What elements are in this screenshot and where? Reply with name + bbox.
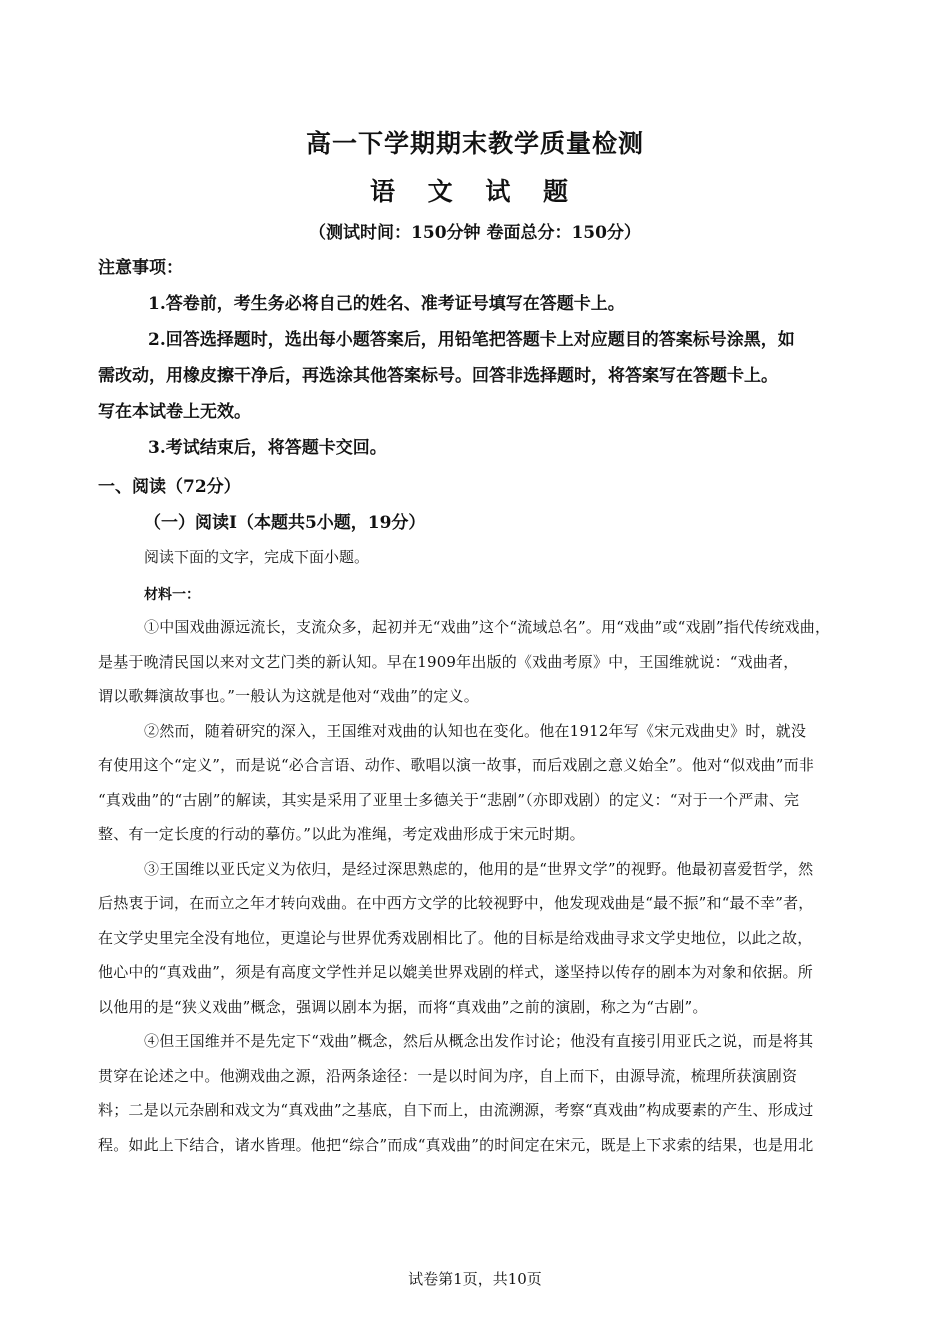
paragraph-line: 在文学史里完全没有地位，更遑论与世界优秀戏剧相比了。他的目标是给戏曲寻求文学史地位，以此之故， (98, 928, 813, 947)
paragraph-line: ②然而，随着研究的深入，王国维对戏曲的认知也在变化。他在1912年写《宋元戏曲史》时，就没 (144, 721, 807, 740)
paragraph-line: 贯穿在论述之中。他溯戏曲之源，沿两条途径：一是以时间为序，自上而下，由源导流，梳理所获演剧资 (98, 1066, 798, 1085)
paragraph (98, 714, 855, 852)
paragraph-line: ①中国戏曲源远流长，支流众多，起初并无“戏曲”这个“流域总名”。用“戏曲”或“戏剧”指代传统戏曲， (144, 618, 831, 636)
paragraph (98, 852, 855, 1025)
exam-info: （测试时间：150分钟 卷面总分：150分） (309, 223, 641, 243)
note-item-2-line-3: 写在本试卷上无效。 (98, 402, 251, 422)
paragraph (98, 1024, 855, 1162)
paragraph (98, 610, 855, 714)
paragraph-line: ④但王国维并不是先定下“戏曲”概念，然后从概念出发作讨论；他没有直接引用亚氏之说，而是将其 (144, 1032, 814, 1050)
note-item-2-line-1: 2.回答选择题时，选出每小题答案后，用铅笔把答题卡上对应题目的答案标号涂黑，如 (148, 330, 795, 350)
paragraph-line: 后热衷于词，在而立之年才转向戏曲。在中西方文学的比较视野中，他发现戏曲是“最不振”和“最不幸”者， (98, 894, 814, 912)
subject-title: 语 文 试 题 (369, 177, 581, 206)
paragraph-line: ③王国维以亚氏定义为依归，是经过深思熟虑的，他用的是“世界文学”的视野。他最初喜爱哲学，然 (144, 859, 814, 878)
material-label: 材料一： (144, 587, 200, 603)
paragraph-line: “真戏曲”的“古剧”的解读，其实是采用了亚里士多德关于“悲剧”（亦即戏剧）的定义：“对于一个严肃、完 (98, 790, 800, 809)
note-item-1: 1.答卷前，考生务必将自己的姓名、准考证号填写在答题卡上。 (148, 294, 625, 314)
article-body (98, 610, 855, 1162)
notes-block (98, 250, 858, 466)
paragraph-line: 他心中的“真戏曲”，须是有高度文学性并足以媲美世界戏剧的样式，遂坚持以传存的剧本为对象和依据。所 (98, 963, 813, 981)
notes-heading: 注意事项： (98, 258, 183, 278)
paragraph-line: 谓以歌舞演故事也。”一般认为这就是他对“戏曲”的定义。 (98, 687, 479, 705)
note-item-2-line-2: 需改动，用橡皮擦干净后，再选涂其他答案标号。回答非选择题时，将答案写在答题卡上。 (98, 366, 778, 386)
paragraph-line: 料；二是以元杂剧和戏文为“真戏曲”之基底，自下而上，由流溯源，考察“真戏曲”构成要素的产生、形成过 (98, 1101, 814, 1119)
paragraph-line: 整、有一定长度的行动的摹仿。”以此为准绳，考定戏曲形成于宋元时期。 (98, 825, 585, 843)
paragraph-line: 是基于晚清民国以来对文艺门类的新认知。早在1909年出版的《戏曲考原》中，王国维就说：“戏曲者， (98, 652, 799, 671)
reading-instruction: 阅读下面的文字，完成下面小题。 (144, 548, 370, 566)
sub-section-heading: （一）阅读I（本题共5小题，19分） (144, 513, 426, 533)
page-footer: 试卷第1页，共10页 (408, 1270, 542, 1288)
paragraph-line: 程。如此上下结合，诸水皆理。他把“综合”而成“真戏曲”的时间定在宋元，既是上下求索的结果，也是用北 (98, 1135, 814, 1154)
note-item-3: 3.考试结束后，将答题卡交回。 (148, 438, 387, 458)
part-heading: 一、阅读（72分） (98, 477, 241, 497)
paragraph-line: 以他用的是“狭义戏曲”概念，强调以剧本为据，而将“真戏曲”之前的演剧，称之为“古剧”。 (98, 997, 708, 1016)
paragraph-line: 有使用这个“定义”，而是说“必合言语、动作、歌唱以演一故事，而后戏剧之意义始全”。他对“似戏曲”而非 (98, 756, 815, 774)
exam-title: 高一下学期期末教学质量检测 (305, 129, 644, 158)
